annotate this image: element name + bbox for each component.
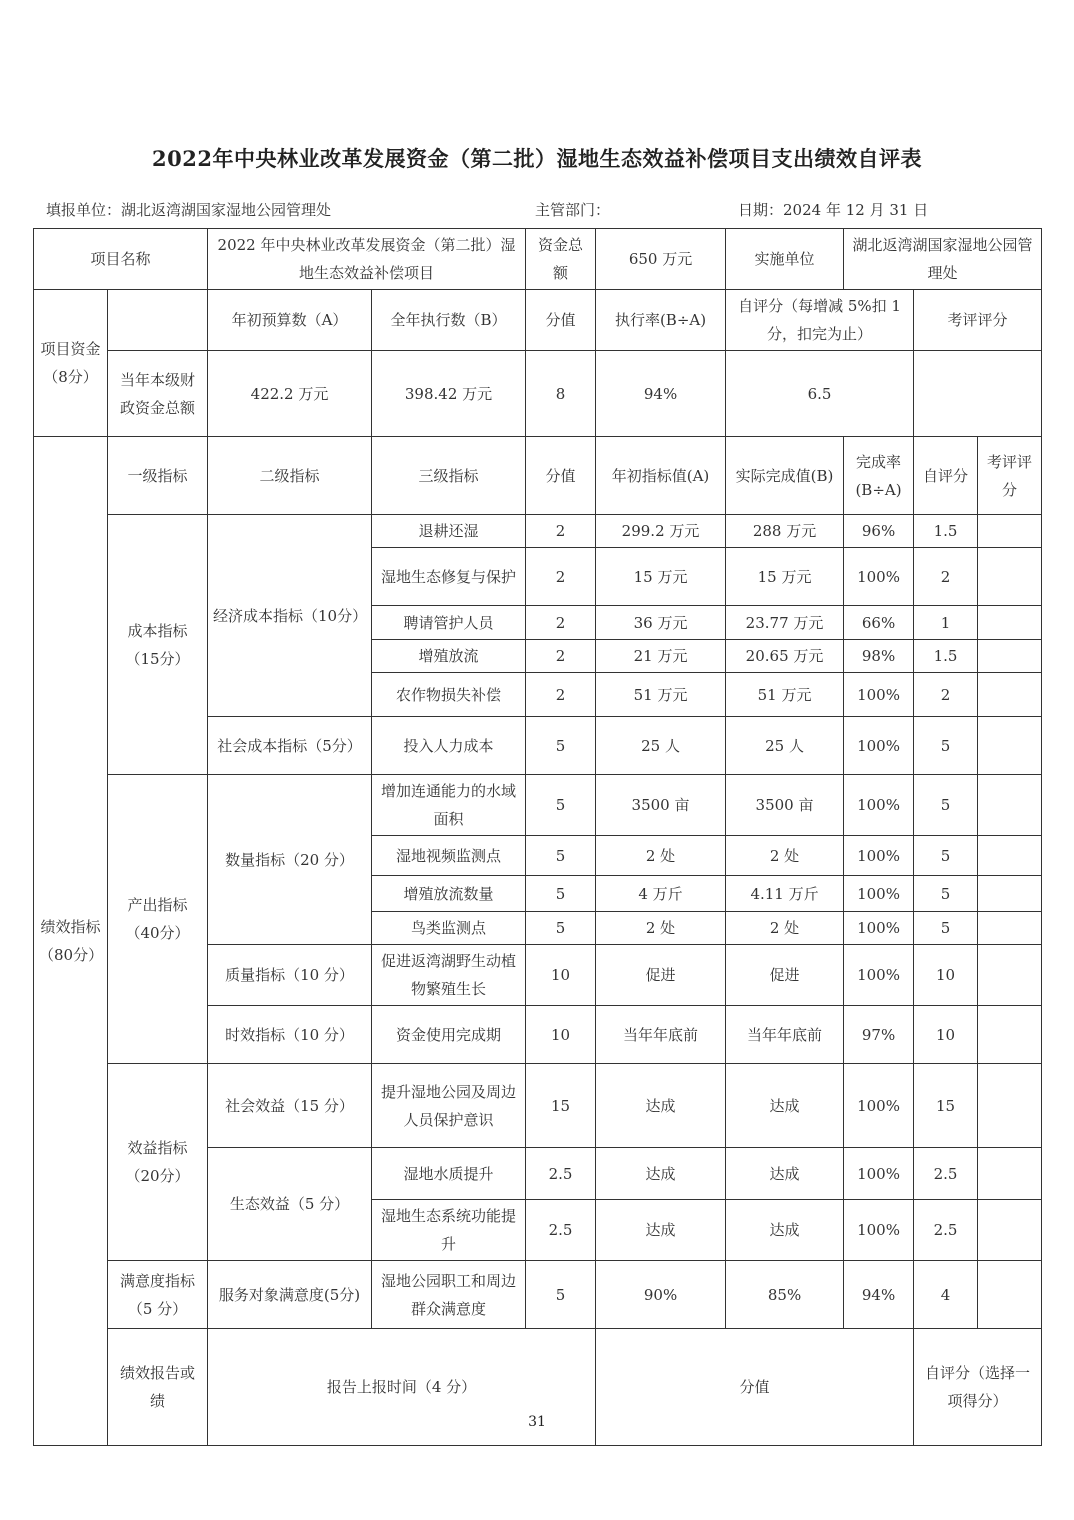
output-target: 4 万斤 [596,876,726,912]
table-row [34,775,1042,836]
meta-unit: 填报单位：湖北返湾湖国家湿地公园管理处 [46,201,332,219]
output-item: 增加连通能力的水域面积 [372,775,526,836]
cost-self: 1 [914,606,978,640]
output-rate: 100% [844,876,914,912]
cost-actual: 25 人 [726,717,844,775]
satisfaction-target: 90% [596,1261,726,1329]
table-row [34,1261,1042,1329]
satisfaction-actual: 85% [726,1261,844,1329]
satisfaction-review [978,1261,1042,1329]
output-item: 促进返湾湖野生动植物繁殖生长 [372,945,526,1006]
output-score: 10 [526,1006,596,1064]
cost-self: 1.5 [914,640,978,673]
benefit-l1: 效益指标（20分） [108,1064,208,1261]
cost-self: 1.5 [914,515,978,548]
output-self: 5 [914,876,978,912]
benefit-score: 2.5 [526,1148,596,1200]
benefit-review [978,1064,1042,1148]
cost-rate: 100% [844,673,914,717]
output-actual: 4.11 万斤 [726,876,844,912]
output-rate: 97% [844,1006,914,1064]
cost-score: 2 [526,515,596,548]
cost-target: 51 万元 [596,673,726,717]
total-value: 650 万元 [596,229,726,290]
output-score: 5 [526,775,596,836]
benefit-score: 15 [526,1064,596,1148]
perf-header: 年初指标值(A) [596,437,726,515]
cost-target: 299.2 万元 [596,515,726,548]
report-section: 绩效报告或绩 [108,1329,208,1446]
output-target: 3500 亩 [596,775,726,836]
perf-header: 二级指标 [208,437,372,515]
quality-l2: 质量指标（10 分） [208,945,372,1006]
funds-review-value [914,351,1042,437]
qty-l2: 数量指标（20 分） [208,775,372,945]
output-rate: 100% [844,945,914,1006]
output-review [978,876,1042,912]
funds-section: 项目资金（8分） [34,290,108,437]
cost-item: 湿地生态修复与保护 [372,548,526,606]
funds-value-row [34,351,1042,437]
cost-target: 25 人 [596,717,726,775]
perf-header: 考评评分 [978,437,1042,515]
benefit-actual: 达成 [726,1148,844,1200]
report-score-label: 分值 [596,1329,914,1446]
output-review [978,836,1042,876]
funds-self-label: 自评分（每增减 5%扣 1 分，扣完为止） [726,290,914,351]
satisfaction-score: 5 [526,1261,596,1329]
project-row [34,229,1042,290]
benefit-item: 湿地水质提升 [372,1148,526,1200]
output-l1: 产出指标（40分） [108,775,208,1064]
benefit-review [978,1148,1042,1200]
output-actual: 2 处 [726,912,844,945]
output-review [978,775,1042,836]
output-target: 2 处 [596,912,726,945]
benefit-self: 2.5 [914,1148,978,1200]
output-rate: 100% [844,912,914,945]
output-item: 资金使用完成期 [372,1006,526,1064]
cost-target: 21 万元 [596,640,726,673]
output-rate: 100% [844,836,914,876]
perf-header: 完成率(B÷A) [844,437,914,515]
meta-date: 日期：2024 年 12 月 31 日 [738,201,929,219]
output-actual: 2 处 [726,836,844,876]
page-title: 2022年中央林业改革发展资金（第二批）湿地生态效益补偿项目支出绩效自评表 [152,146,922,171]
benefit-score: 2.5 [526,1200,596,1261]
output-score: 5 [526,836,596,876]
output-self: 10 [914,1006,978,1064]
cost-score: 2 [526,640,596,673]
benefit-target: 达成 [596,1148,726,1200]
cost-review [978,548,1042,606]
cost-review [978,606,1042,640]
funds-row-label: 当年本级财政资金总额 [108,351,208,437]
perf-header: 自评分 [914,437,978,515]
budget-value: 422.2 万元 [208,351,372,437]
cost-score: 5 [526,717,596,775]
exec-value: 398.42 万元 [372,351,526,437]
funds-empty-cell [108,290,208,351]
cost-score: 2 [526,673,596,717]
output-target: 当年年底前 [596,1006,726,1064]
output-review [978,945,1042,1006]
cost-review [978,673,1042,717]
output-score: 5 [526,912,596,945]
cost-target: 15 万元 [596,548,726,606]
cost-rate: 100% [844,548,914,606]
output-score: 10 [526,945,596,1006]
cost-review [978,515,1042,548]
cost-self: 5 [914,717,978,775]
output-item: 鸟类监测点 [372,912,526,945]
perf-section: 绩效指标（80分） [34,437,108,1446]
benefit-target: 达成 [596,1200,726,1261]
social-benefit-l2: 社会效益（15 分） [208,1064,372,1148]
output-score: 5 [526,876,596,912]
benefit-actual: 达成 [726,1200,844,1261]
output-self: 10 [914,945,978,1006]
benefit-rate: 100% [844,1200,914,1261]
budget-label: 年初预算数（A） [208,290,372,351]
output-target: 促进 [596,945,726,1006]
funds-header-row [34,290,1042,351]
cost-self: 2 [914,548,978,606]
output-review [978,912,1042,945]
satisfaction-item: 湿地公园职工和周边群众满意度 [372,1261,526,1329]
cost-item: 投入人力成本 [372,717,526,775]
funds-score-value: 8 [526,351,596,437]
output-review [978,1006,1042,1064]
output-actual: 3500 亩 [726,775,844,836]
benefit-self: 15 [914,1064,978,1148]
benefit-item: 湿地生态系统功能提升 [372,1200,526,1261]
benefit-rate: 100% [844,1064,914,1148]
time-l2: 时效指标（10 分） [208,1006,372,1064]
output-self: 5 [914,836,978,876]
cost-target: 36 万元 [596,606,726,640]
perf-header: 一级指标 [108,437,208,515]
output-actual: 当年年底前 [726,1006,844,1064]
eco-benefit-l2: 生态效益（5 分） [208,1148,372,1261]
project-name: 2022 年中央林业改革发展资金（第二批）湿地生态效益补偿项目 [208,229,526,290]
econ-cost-l2: 经济成本指标（10分） [208,515,372,717]
perf-header: 分值 [526,437,596,515]
funds-score-label: 分值 [526,290,596,351]
benefit-rate: 100% [844,1148,914,1200]
cost-review [978,640,1042,673]
output-target: 2 处 [596,836,726,876]
total-label: 资金总额 [526,229,596,290]
cost-item: 农作物损失补偿 [372,673,526,717]
satisfaction-self: 4 [914,1261,978,1329]
cost-rate: 96% [844,515,914,548]
output-item: 湿地视频监测点 [372,836,526,876]
cost-actual: 20.65 万元 [726,640,844,673]
cost-rate: 98% [844,640,914,673]
perf-header-row [34,437,1042,515]
social-cost-l2: 社会成本指标（5分） [208,717,372,775]
benefit-target: 达成 [596,1064,726,1148]
cost-l1: 成本指标（15分） [108,515,208,775]
benefit-actual: 达成 [726,1064,844,1148]
cost-rate: 66% [844,606,914,640]
rate-value: 94% [596,351,726,437]
satisfaction-rate: 94% [844,1261,914,1329]
output-actual: 促进 [726,945,844,1006]
output-self: 5 [914,775,978,836]
benefit-self: 2.5 [914,1200,978,1261]
self-evaluation-table [33,228,1042,1446]
report-self-label: 自评分（选择一项得分） [914,1329,1042,1446]
cost-review [978,717,1042,775]
impl-value: 湖北返湾湖国家湿地公园管理处 [844,229,1042,290]
satisfaction-l2: 服务对象满意度(5分) [208,1261,372,1329]
funds-review-label: 考评评分 [914,290,1042,351]
cost-score: 2 [526,548,596,606]
meta-dept: 主管部门： [535,201,611,219]
cost-score: 2 [526,606,596,640]
perf-header: 实际完成值(B) [726,437,844,515]
cost-self: 2 [914,673,978,717]
cost-rate: 100% [844,717,914,775]
cost-item: 增殖放流 [372,640,526,673]
project-name-label: 项目名称 [34,229,208,290]
table-row [34,515,1042,548]
cost-item: 聘请管护人员 [372,606,526,640]
cost-actual: 15 万元 [726,548,844,606]
page-number: 31 [528,1414,546,1430]
cost-actual: 288 万元 [726,515,844,548]
cost-actual: 51 万元 [726,673,844,717]
report-time-label: 报告上报时间（4 分） [208,1329,596,1446]
benefit-item: 提升湿地公园及周边人员保护意识 [372,1064,526,1148]
impl-label: 实施单位 [726,229,844,290]
output-self: 5 [914,912,978,945]
benefit-review [978,1200,1042,1261]
cost-item: 退耕还湿 [372,515,526,548]
output-rate: 100% [844,775,914,836]
satisfaction-l1: 满意度指标（5 分） [108,1261,208,1329]
output-item: 增殖放流数量 [372,876,526,912]
exec-label: 全年执行数（B） [372,290,526,351]
funds-self-value: 6.5 [726,351,914,437]
cost-actual: 23.77 万元 [726,606,844,640]
perf-header: 三级指标 [372,437,526,515]
table-row [34,1064,1042,1148]
rate-label: 执行率(B÷A) [596,290,726,351]
